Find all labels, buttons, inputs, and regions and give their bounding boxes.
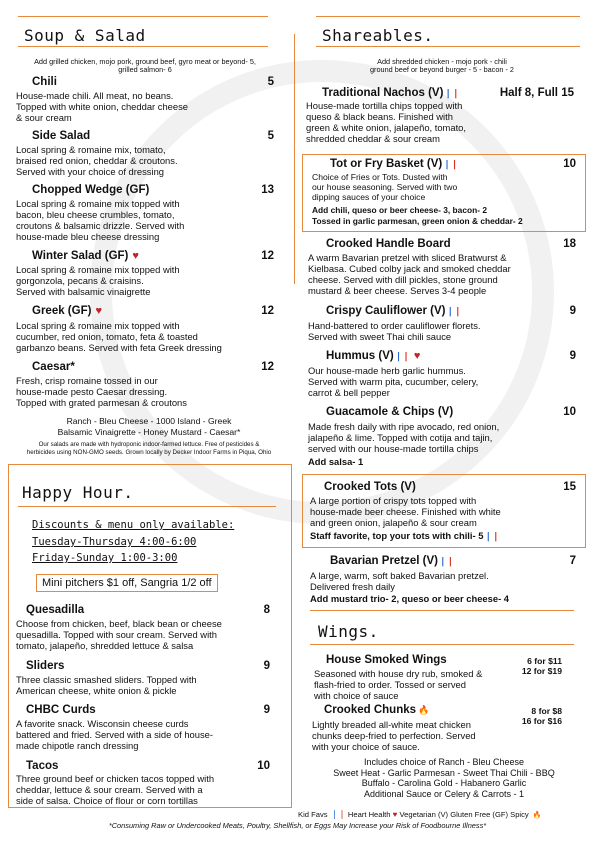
curds-price: 9 <box>263 704 270 716</box>
chopped-wedge-desc: Local spring & romaine mix topped with bacon, bleu cheese crumbles, tomato, croutons & balsamic drizzle. Served with house-made bleu cheese dressing <box>16 198 185 242</box>
soup-salad-rule <box>18 46 268 47</box>
chunks-desc: Lightly breaded all-white meat chicken chunks deep-fried to perfection. Served with your choice of sauce. <box>312 719 476 752</box>
pretzel-price: 7 <box>569 555 576 567</box>
column-divider <box>294 34 295 284</box>
soup-salad-addon: Add grilled chicken, mojo pork, ground beef, gyro meat or beyond- 5, grilled salmon- 6 <box>34 57 256 74</box>
chili-name: Chili <box>32 76 57 88</box>
happy-hour-weekend: Friday-Sunday 1:00-3:00 <box>32 552 178 564</box>
shareables-rule <box>316 46 580 47</box>
vegetarian-icon: ❘ <box>439 556 447 566</box>
top-rule-left <box>18 16 268 17</box>
winter-salad-price: 12 <box>261 250 274 262</box>
hummus-price: 9 <box>569 350 576 362</box>
tot-fry-desc: Choice of Fries or Tots. Dusted with our house seasoning. Served with two dipping sauces of your choice <box>312 172 458 202</box>
dressing-list: Ranch - Bleu Cheese - 1000 Island - Greek Balsamic Vinaigrette - Honey Mustard - Caesar* <box>57 416 241 437</box>
heart-icon: ♥ <box>413 350 421 362</box>
side-salad-name: Side Salad <box>32 130 91 142</box>
pretzel-name <box>330 555 454 567</box>
cauliflower-price: 9 <box>569 305 576 317</box>
caesar-desc: Fresh, crisp romaine tossed in our house-made pesto Caesar dressing. Topped with grated parmesan & croutons <box>16 375 187 408</box>
nachos-price: Half 8, Full 15 <box>499 87 574 99</box>
chili-price: 5 <box>267 76 274 88</box>
winter-salad-desc: Local spring & romaine mix topped with gorgonzola, pecans & craisins. Served with balsamic vinaigrette <box>16 264 180 297</box>
cauliflower-label: Crispy Cauliflower (V) <box>326 305 446 317</box>
tacos-desc: Three ground beef or chicken tacos topped with cheddar, lettuce & sour cream. Served with a side of salsa. Choice of flour or corn tortillas <box>16 773 215 806</box>
greek-label: Greek (GF) <box>32 305 92 317</box>
soup-salad-title: Soup & Salad <box>24 26 146 45</box>
caesar-name: Caesar* <box>32 361 75 373</box>
dietary-legend <box>298 809 588 820</box>
kid-favs-icon-2: ❘ <box>338 809 346 819</box>
tot-fry-label: Tot or Fry Basket (V) <box>330 158 443 170</box>
wings-top-rule <box>310 610 574 611</box>
tacos-price: 10 <box>257 760 270 772</box>
crooked-tots-label: Crooked Tots (V) <box>324 481 416 493</box>
spicy-icon: 🔥 <box>418 705 430 715</box>
handle-board-name: Crooked Handle Board <box>326 238 451 250</box>
pretzel-extra: Add mustard trio- 2, queso or beer cheese- 4 <box>310 593 510 604</box>
wings-rule <box>310 644 574 645</box>
vegetarian-icon-2: ❘ <box>451 88 460 98</box>
vegetarian-icon-2: ❘ <box>450 159 459 169</box>
hummus-name <box>326 350 420 362</box>
curds-name: CHBC Curds <box>26 704 96 716</box>
nachos-desc: House-made tortilla chips topped with queso & black beans. Finished with green & white onion, jalapeño, tomato, shredded cheddar & sour cream <box>306 100 467 144</box>
vegetarian-icon-2: ❘ <box>492 531 500 541</box>
pretzel-desc: A large, warm, soft baked Bavarian pretzel. Delivered fresh daily <box>310 570 489 592</box>
vegetarian-icon: ❘ <box>484 531 492 541</box>
chunks-label: Crooked Chunks <box>324 704 417 716</box>
chopped-wedge-name: Chopped Wedge (GF) <box>32 184 150 196</box>
vegetarian-icon-2: ❘ <box>454 306 462 316</box>
tot-fry-extra-1: Add chili, queso or beer cheese- 3, bacon- 2 <box>312 205 487 215</box>
side-salad-price: 5 <box>267 130 274 142</box>
curds-desc: A favorite snack. Wisconsin cheese curds battered and fried. Served with a side of house- made chipotle ranch dressing <box>16 718 213 751</box>
top-rule-right <box>316 16 580 17</box>
wings-title: Wings. <box>318 622 379 641</box>
crooked-tots-extra <box>310 530 580 542</box>
sliders-name: Sliders <box>26 660 65 672</box>
house-wings-price-large: 12 for $19 <box>521 666 562 676</box>
legend-spicy: Spicy <box>510 810 529 819</box>
happy-hour-weekday: Tuesday-Thursday 4:00-6:00 <box>32 536 197 548</box>
guacamole-desc: Made fresh daily with ripe avocado, red onion, jalapeño & lime. Topped with cotija and tajin, served with our house-made tortilla chips <box>308 421 500 454</box>
hummus-label: Hummus (V) <box>326 350 394 362</box>
chili-desc: House-made chili. All meat, no beans. Topped with white onion, cheddar cheese & sour cream <box>16 90 188 123</box>
legend-heart: Heart Health <box>347 810 391 819</box>
quesadilla-desc: Choose from chicken, beef, black bean or cheese quesadilla. Topped with sour cream. Served with tomato, jalapeño, shredded lettuce & salsa <box>16 618 222 651</box>
happy-hour-rule <box>18 506 276 507</box>
hummus-desc: Our house-made herb garlic hummus. Served with warm pita, cucumber, celery, carrot & bell pepper <box>308 365 479 398</box>
winter-salad-label: Winter Salad (GF) <box>32 250 129 262</box>
kid-favs-icon: ❘ <box>330 809 339 819</box>
handle-board-price: 18 <box>563 238 576 250</box>
vegetarian-icon: ❘ <box>394 351 403 361</box>
nachos-name <box>322 87 460 99</box>
side-salad-desc: Local spring & romaine mix, tomato, braised red onion, cheddar & croutons. Served with your choice of dressing <box>16 144 178 177</box>
guacamole-extra: Add salsa- 1 <box>308 456 364 467</box>
chunks-price-small: 8 for $8 <box>531 706 562 716</box>
caesar-price: 12 <box>261 361 274 373</box>
winter-salad-name <box>32 250 139 262</box>
guacamole-label: Guacamole & Chips (V) <box>326 406 454 418</box>
vegetarian-icon-2: ❘ <box>402 351 410 361</box>
lettuce-note: Our salads are made with hydroponic indoor-farmed lettuce. Free of pesticides & herbicides using NON-GMO seeds. Grown locally by Decker Indoor Farms in Piqua, Ohio <box>26 441 272 456</box>
sliders-price: 9 <box>263 660 270 672</box>
legend-veg: Vegetarian (V) <box>399 810 449 819</box>
happy-hour-title: Happy Hour. <box>22 483 134 502</box>
tot-fry-name <box>330 158 458 170</box>
cauliflower-desc: Hand-battered to order cauliflower florets. Served with sweet Thai chili sauce <box>308 320 481 342</box>
heart-icon: ♥ <box>95 305 102 317</box>
house-wings-desc: Seasoned with house dry rub, smoked & flash-fried to order. Tossed or served with choice of sauce <box>314 668 483 701</box>
tacos-name: Tacos <box>26 760 59 772</box>
happy-hour-promo: Mini pitchers $1 off, Sangria 1/2 off <box>36 574 218 592</box>
chopped-wedge-price: 13 <box>261 184 274 196</box>
chunks-price-large: 16 for $16 <box>521 716 562 726</box>
heart-icon: ♥ <box>132 250 139 262</box>
crooked-tots-price: 15 <box>563 481 576 493</box>
crooked-tots-extra-text: Staff favorite, top your tots with chili- 5 <box>310 530 484 541</box>
guacamole-price: 10 <box>563 406 576 418</box>
tot-fry-extra-2: Tossed in garlic parmesan, green onion & cheddar- 2 <box>312 216 523 226</box>
nachos-label: Traditional Nachos (V) <box>322 87 444 99</box>
sliders-desc: Three classic smashed sliders. Topped with American cheese, white onion & pickle <box>16 674 197 696</box>
heart-icon: ♥ <box>392 810 398 819</box>
house-wings-price-small: 6 for $11 <box>527 656 562 666</box>
vegetarian-icon-2: ❘ <box>446 556 455 566</box>
crooked-tots-name <box>324 481 416 493</box>
shareables-title: Shareables. <box>322 26 434 45</box>
handle-board-desc: A warm Bavarian pretzel with sliced Bratwurst & Kielbasa. Cubed colby jack and smoked cheddar cheese. Served with dill pickles, stone ground mustard & beer cheese. Serves 3-4 people <box>308 252 511 296</box>
house-wings-name: House Smoked Wings <box>326 654 447 666</box>
tot-fry-price: 10 <box>563 158 576 170</box>
greek-name <box>32 305 102 317</box>
legend-gf: Gluten Free (GF) <box>450 810 509 819</box>
pretzel-label: Bavarian Pretzel (V) <box>330 555 439 567</box>
legend-kid: Kid Favs <box>298 810 328 819</box>
shareables-addon: Add shredded chicken - mojo pork - chili ground beef or beyond burger - 5 - bacon - 2 <box>369 57 514 74</box>
vegetarian-icon: ❘ <box>444 88 452 98</box>
greek-price: 12 <box>261 305 274 317</box>
quesadilla-name: Quesadilla <box>26 604 85 616</box>
spicy-icon: 🔥 <box>532 812 542 819</box>
crooked-tots-desc: A large portion of crispy tots topped with house-made beer cheese. Finished with white and green onion, jalapeño & sour cream <box>310 495 501 528</box>
food-warning: *Consuming Raw or Undercooked Meats, Poultry, Shellfish, or Eggs May Increase your Risk of Foodbourne Illness* <box>108 821 487 830</box>
quesadilla-price: 8 <box>263 604 270 616</box>
cauliflower-name <box>326 305 462 317</box>
wing-sauces: Includes choice of Ranch - Bleu Cheese Sweet Heat - Garlic Parmesan - Sweet Thai Chili - BBQ Buffalo - Carolina Gold - Habanero Garlic Additional Sauce or Celery & Carrots - 1 <box>333 757 555 799</box>
vegetarian-icon: ❘ <box>443 159 451 169</box>
chunks-name <box>324 704 429 716</box>
greek-desc: Local spring & romaine mix topped with cucumber, red onion, tomato, feta & toasted garbanzo beans. Served with feta Greek dressing <box>16 320 222 353</box>
guacamole-name <box>326 406 453 418</box>
happy-hour-availability: Discounts & menu only available: <box>32 519 235 531</box>
vegetarian-icon: ❘ <box>446 306 455 316</box>
